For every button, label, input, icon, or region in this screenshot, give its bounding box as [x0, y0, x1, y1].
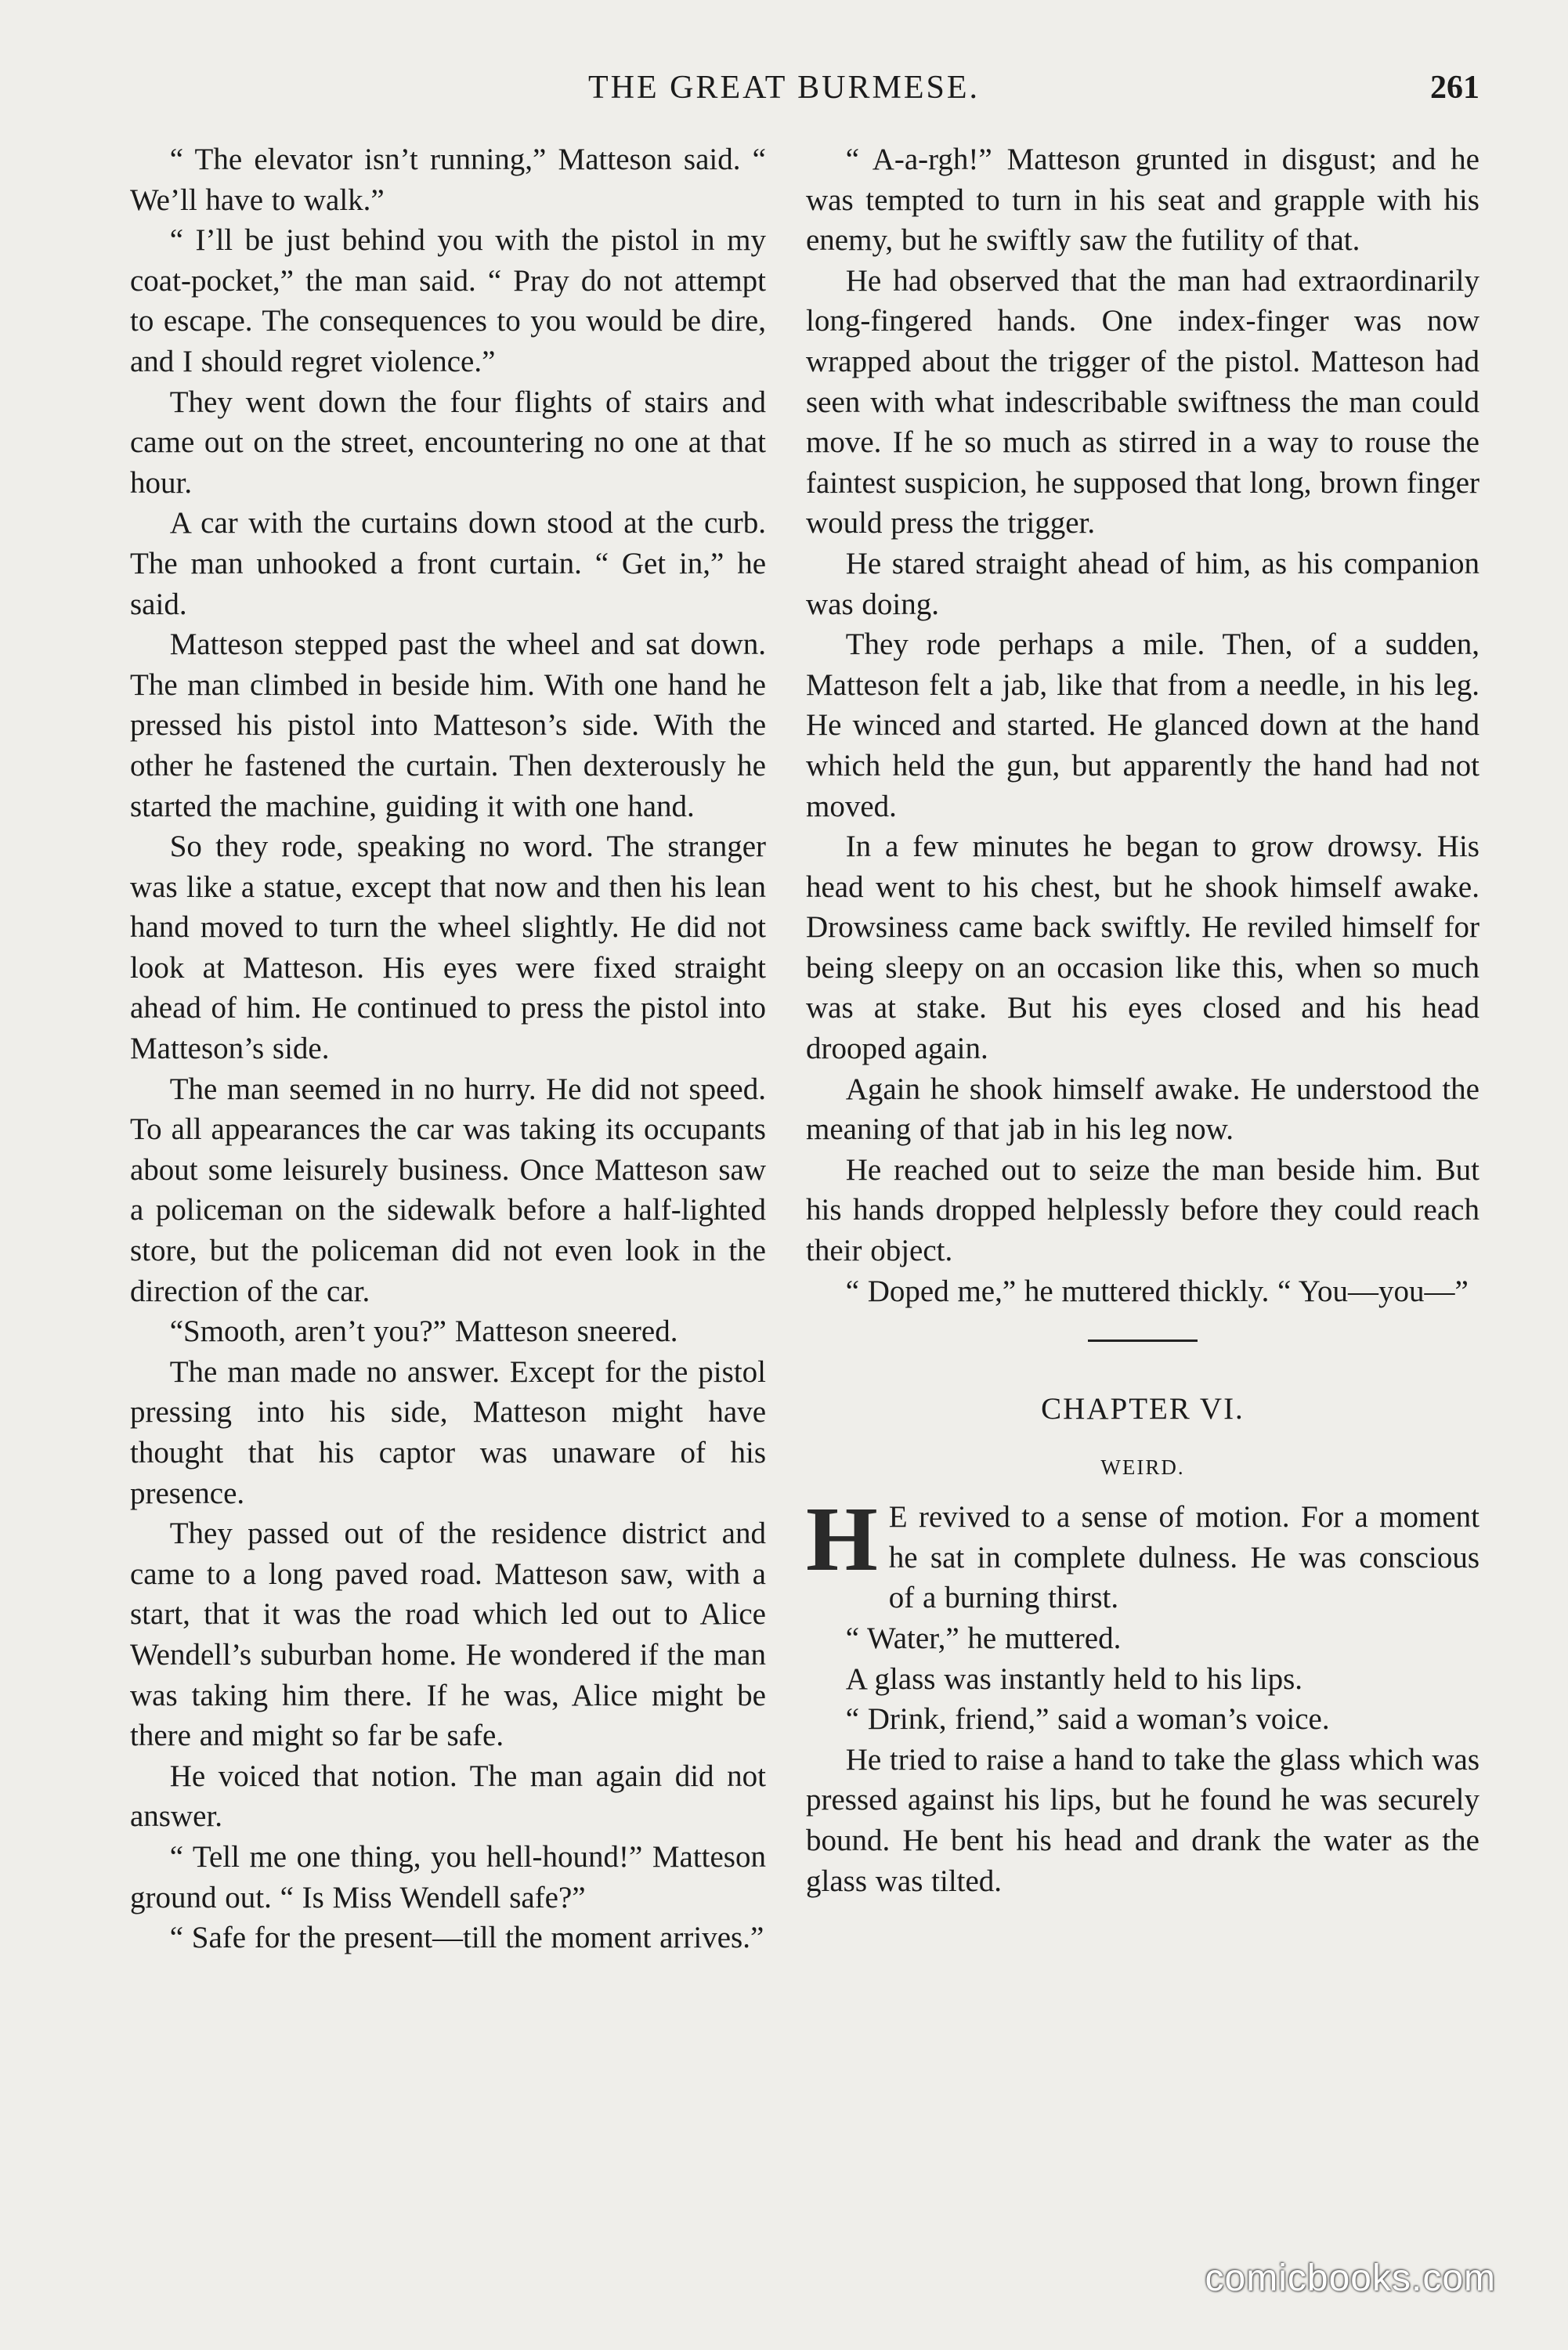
- paragraph: So they rode, speaking no word. The stranger was like a statue, except that now and then his lean hand moved to turn the wheel slightly. He did not look at Matteson. His eyes were fixed straight ahead of him. He continued to press the pistol into Matteson’s side.: [130, 830, 766, 1066]
- chapter-first-paragraph: [806, 1488, 1479, 1618]
- paragraph: The man made no answer. Except for the pistol pressing into his side, Matteson might have thought that his captor was unaware of his presence.: [130, 1354, 766, 1510]
- paragraph: “ A-a-rgh!” Matteson grunted in disgust; and he was tempted to turn in his seat and grapple with his enemy, but he swiftly saw the futility of that.: [806, 143, 1479, 258]
- paragraph: They rode perhaps a mile. Then, of a sudden, Matteson felt a jab, like that from a needle, in his leg. He winced and started. He glanced down at the hand which held the gun, but apparently the hand had not moved.: [806, 627, 1479, 823]
- paragraph: The man seemed in no hurry. He did not speed. To all appearances the car was taking its occupants about some leisurely business. Once Matteson saw a policeman on the sidewalk before a half-lighted store, but the policeman did not even look in the direction of the car.: [130, 1072, 766, 1308]
- right-column: [806, 139, 1479, 1901]
- paragraph: “ Safe for the present—till the moment arrives.”: [169, 1921, 764, 1955]
- left-column: [130, 139, 766, 1958]
- paragraph: They passed out of the residence district and came to a long paved road. Matteson saw, with a start, that it was the road which led out to Alice Wendell’s suburban home. He wondered if the man was taking him there. If he was, Alice might be there and might so far be safe.: [130, 1517, 766, 1753]
- paragraph: “ Water,” he muttered.: [845, 1622, 1122, 1655]
- paragraph: “Smooth, aren’t you?” Matteson sneered.: [169, 1314, 678, 1349]
- paragraph: A car with the curtains down stood at the curb. The man unhooked a front curtain. “ Get in,” he said.: [130, 506, 766, 621]
- drop-cap: H: [806, 1488, 878, 1591]
- paragraph: In a few minutes he began to grow drowsy. His head went to his chest, but he shook himself awake. Drowsiness came back swiftly. He reviled himself for being sleepy on an occasion like this, when so much was at stake. But his eyes closed and his head drooped again.: [806, 830, 1479, 1066]
- running-header: THE GREAT BURMESE.: [587, 70, 981, 106]
- paragraph: Again he shook himself awake. He understood the meaning of that jab in his leg now.: [806, 1072, 1479, 1147]
- paragraph: He voiced that notion. The man again did not answer.: [130, 1759, 766, 1834]
- paragraph: “ Doped me,” he muttered thickly. “ You—you—”: [845, 1274, 1469, 1308]
- paragraph: He stared straight ahead of him, as his companion was doing.: [806, 546, 1479, 621]
- paragraph: Matteson stepped past the wheel and sat down. The man climbed in beside him. With one hand he pressed his pistol into Matteson’s side. With the other he fastened the curtain. Then dexterously he started the machine, guiding it with one hand.: [130, 627, 766, 823]
- page-number: 261: [1430, 70, 1479, 106]
- paragraph: “ I’ll be just behind you with the pistol in my coat-pocket,” the man said. “ Pray do not attempt to escape. The consequences to you would be dire, and I should regret violence.”: [130, 223, 766, 378]
- chapter-heading: CHAPTER VI.: [1041, 1392, 1245, 1426]
- paragraph: “ Drink, friend,” said a woman’s voice.: [845, 1702, 1330, 1737]
- chapter-subtitle: WEIRD.: [1100, 1455, 1185, 1480]
- first-paragraph-text: E revived to a sense of motion. For a moment he sat in complete dulness. He was conscious of a burning thirst.: [888, 1500, 1479, 1615]
- section-divider: [1088, 1340, 1198, 1342]
- paragraph: He had observed that the man had extraordinarily long-fingered hands. One index-finger was now wrapped about the trigger of the pistol. Matteson had seen with what indescribable swiftness the man could move. If he so much as stirred in a way to rouse the faintest suspicion, he supposed that long, brown finger would press the trigger.: [806, 263, 1479, 540]
- paragraph: “ The elevator isn’t running,” Matteson said. “ We’ll have to walk.”: [130, 143, 766, 217]
- paragraph: He tried to raise a hand to take the glass which was pressed against his lips, but he found he was securely bound. He bent his head and drank the water as the glass was tilted.: [806, 1742, 1479, 1898]
- paragraph: They went down the four flights of stairs and came out on the street, encountering no one at that hour.: [130, 385, 766, 500]
- watermark: comicbooks.com: [1205, 2258, 1496, 2299]
- paragraph: “ Tell me one thing, you hell-hound!” Matteson ground out. “ Is Miss Wendell safe?”: [130, 1839, 766, 1914]
- paragraph: A glass was instantly held to his lips.: [845, 1661, 1303, 1696]
- paragraph: He reached out to seize the man beside him. But his hands dropped helplessly before they could reach their object.: [806, 1152, 1479, 1268]
